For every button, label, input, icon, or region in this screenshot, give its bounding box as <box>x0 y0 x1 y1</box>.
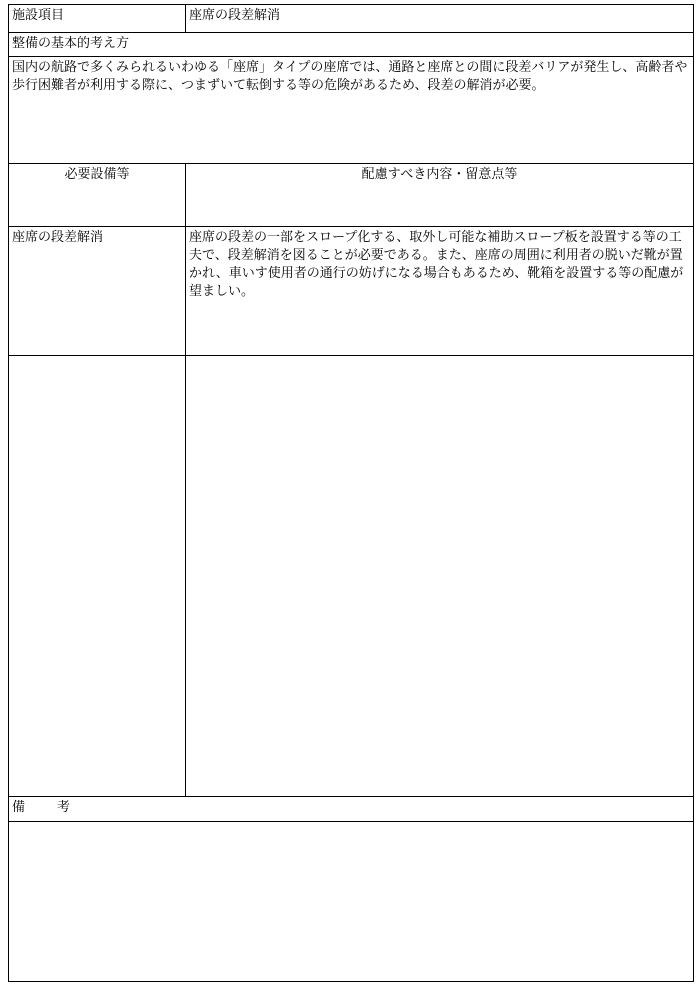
basic-concept-body-row <box>9 57 693 164</box>
table-row-empty <box>9 356 693 797</box>
facility-item-value: 座席の段差解消 <box>189 8 281 23</box>
basic-concept-text: 国内の航路で多くみられるいわゆる「座席」タイプの座席では、通路と座席との間に段差バリアが発生し、高齢者や歩行困難者が利用する際に、つまずいて転倒する等の危険があるため、段差の解消が必要。 <box>12 60 688 93</box>
remarks-heading-row <box>9 797 693 822</box>
remarks-label-part1: 備 <box>12 800 26 815</box>
basic-concept-heading-row <box>9 33 693 57</box>
equipment-cell: 座席の段差解消 <box>9 227 186 355</box>
remarks-text <box>9 822 693 981</box>
equipment-cell-empty <box>9 356 186 796</box>
facility-item-label: 施設項目 <box>9 5 186 32</box>
remarks-body-row <box>9 822 693 981</box>
considerations-cell: 座席の段差の一部をスロープ化する、取外し可能な補助スロープ板を設置する等の工夫で、段差解消を図ることが必要である。また、座席の周囲に利用者の脱いだ靴が置かれ、車いす使用者の通行の妨げになる場合もあるため、靴箱を設置する等の配慮が望ましい。 <box>189 230 684 299</box>
table-header-row <box>9 164 693 227</box>
remarks-heading <box>9 797 693 821</box>
considerations-cell-empty <box>186 356 693 796</box>
column-header-equipment: 必要設備等 <box>9 164 186 226</box>
remarks-label-part2: 考 <box>57 800 71 815</box>
basic-concept-heading: 整備の基本的考え方 <box>12 36 130 51</box>
column-header-considerations: 配慮すべき内容・留意点等 <box>361 167 518 182</box>
facility-item-row <box>9 5 693 33</box>
facility-sheet <box>8 4 694 982</box>
table-row <box>9 227 693 356</box>
